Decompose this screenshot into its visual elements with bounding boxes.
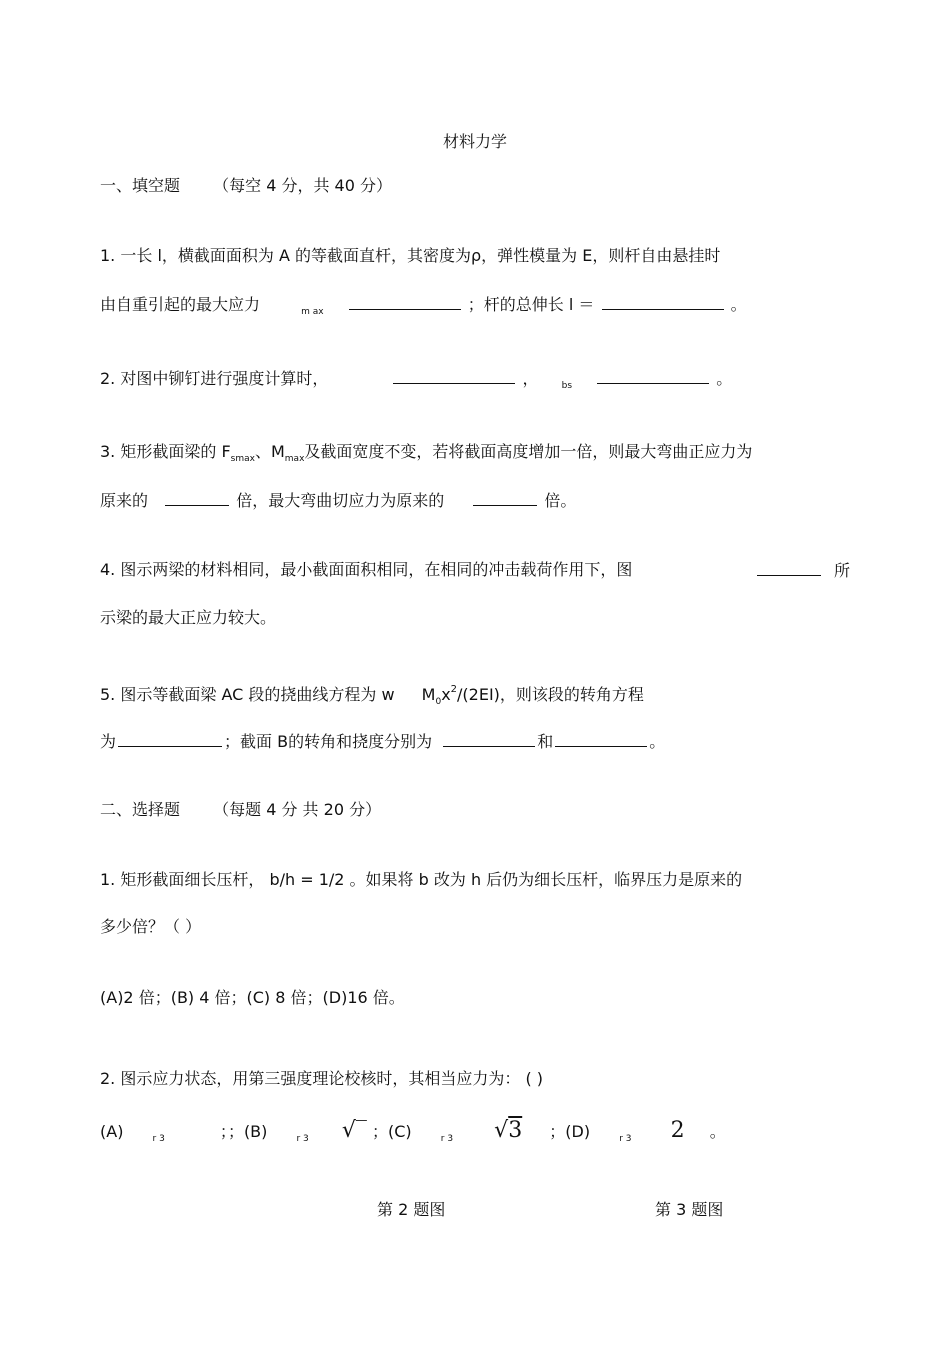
- q5-text-d: /(2EI)，则该段的转角方程: [457, 685, 644, 704]
- sigma-r3-d: r 3: [619, 1134, 632, 1144]
- q5-text-h: 。: [649, 732, 666, 751]
- section1-score: （每空 4 分，共 40 分）: [213, 176, 392, 195]
- section2-heading-text: 二、选择题: [100, 800, 181, 819]
- q3-blank-normal[interactable]: [165, 489, 229, 506]
- q1-end: 。: [730, 295, 747, 314]
- q2-text: 2. 对图中铆钉进行强度计算时，: [100, 369, 329, 388]
- value-2: 2: [670, 1118, 685, 1143]
- q2-sep: ，: [522, 369, 539, 388]
- s2-q1-options: (A)2 倍；(B) 4 倍；(C) 8 倍；(D)16 倍。: [100, 988, 405, 1007]
- section1-heading: [100, 175, 392, 197]
- q3-text-c: 及截面宽度不变，若将截面高度增加一倍，则最大弯曲正应力为: [304, 442, 753, 461]
- q5-text-m: M: [421, 685, 436, 704]
- q5-text-e: 为: [100, 732, 117, 751]
- sigma-max-subscript: m ax: [301, 307, 324, 317]
- sigma-r3-b: r 3: [296, 1134, 309, 1144]
- q3-sub-fsmax: smax: [230, 454, 255, 464]
- sqrt-icon: √‾: [341, 1118, 367, 1143]
- q3-text-f: 倍。: [544, 491, 577, 510]
- sqrt-icon: √: [494, 1118, 509, 1143]
- q4-line2: 示梁的最大正应力较大。: [100, 608, 277, 627]
- q3-sub-mmax: max: [284, 454, 305, 464]
- q4-text-a: 4. 图示两梁的材料相同，最小截面面积相同，在相同的冲击载荷作用下，图: [100, 560, 633, 579]
- q2-end: 。: [716, 369, 733, 388]
- q3-text-b: 、M: [254, 442, 285, 461]
- q5-text-f: ；截面 B的转角和挠度分别为: [224, 732, 433, 751]
- s2-q2-line1: 2. 图示应力状态，用第三强度理论校核时，其相当应力为： ( ): [100, 1069, 544, 1088]
- sqrt-3-value: 3: [508, 1118, 523, 1143]
- sigma-r3-c: r 3: [440, 1134, 454, 1144]
- s2-q2-sep-a: ；: [219, 1122, 228, 1141]
- sigma-r3-a: r 3: [152, 1134, 165, 1144]
- q5-text-g: 和: [537, 732, 554, 751]
- q1-blank-elongation[interactable]: [602, 293, 724, 310]
- figure-3-caption: 第 3 题图: [655, 1200, 724, 1219]
- q5-line1: [100, 679, 644, 713]
- s2-q2-option-c: ；(C): [372, 1122, 412, 1141]
- q2-blank-shear[interactable]: [393, 367, 515, 384]
- q1-line2: [100, 293, 747, 323]
- q5-blank-deflection-b[interactable]: [555, 730, 647, 747]
- s2-q2-option-b: ；(B): [227, 1122, 268, 1141]
- q4-line1: [100, 559, 850, 582]
- q5-text-x: x: [441, 685, 451, 704]
- s2-q2-option-a: (A): [100, 1122, 124, 1141]
- section1-heading-text: 一、填空题: [100, 176, 181, 195]
- q3-text-e: 倍，最大弯曲切应力为原来的: [236, 491, 445, 510]
- figure-2-caption: 第 2 题图: [377, 1200, 446, 1219]
- s2-q2-option-d: ；(D): [549, 1122, 591, 1141]
- s2-q2-end: 。: [709, 1122, 726, 1141]
- sigma-bs-subscript: bs: [561, 381, 573, 391]
- q5-blank-rotation-eq[interactable]: [118, 730, 222, 747]
- q4-blank[interactable]: [757, 559, 821, 576]
- q3-line1: [100, 441, 752, 470]
- q5-blank-rotation-b[interactable]: [443, 730, 535, 747]
- q2-line: [100, 367, 732, 397]
- q1-line1: 1. 一长 l，横截面面积为 A 的等截面直杆，其密度为ρ，弹性模量为 E，则杆自由悬挂时: [100, 246, 721, 265]
- s2-q1-line1: 1. 矩形截面细长压杆， b/h = 1/2 。如果将 b 改为 h 后仍为细长压杆，临界压力是原来的: [100, 870, 743, 889]
- q5-sub-0: 0: [435, 697, 442, 707]
- section2-heading: [100, 799, 381, 821]
- q5-sup-2: 2: [450, 684, 458, 695]
- q1-blank-stress[interactable]: [349, 293, 461, 310]
- q3-text-d: 原来的: [100, 491, 149, 510]
- q4-text-b: 所: [833, 561, 850, 580]
- s2-q2-options: [100, 1120, 726, 1150]
- q1-text-a: 由自重引起的最大应力: [100, 295, 261, 314]
- q5-text-a: 5. 图示等截面梁 AC 段的挠曲线方程为 w: [100, 685, 395, 704]
- q1-text-b: ；杆的总伸长 l ＝: [467, 295, 595, 314]
- s2-q1-line2: 多少倍？（ ）: [100, 917, 202, 936]
- q3-line2: [100, 489, 576, 512]
- q3-blank-shear[interactable]: [473, 489, 537, 506]
- q5-line2: [100, 730, 665, 753]
- q2-blank-bearing[interactable]: [597, 367, 709, 384]
- q3-text-a: 3. 矩形截面梁的 F: [100, 442, 231, 461]
- page-title: 材料力学: [442, 132, 507, 151]
- section2-score: （每题 4 分 共 20 分）: [213, 800, 382, 819]
